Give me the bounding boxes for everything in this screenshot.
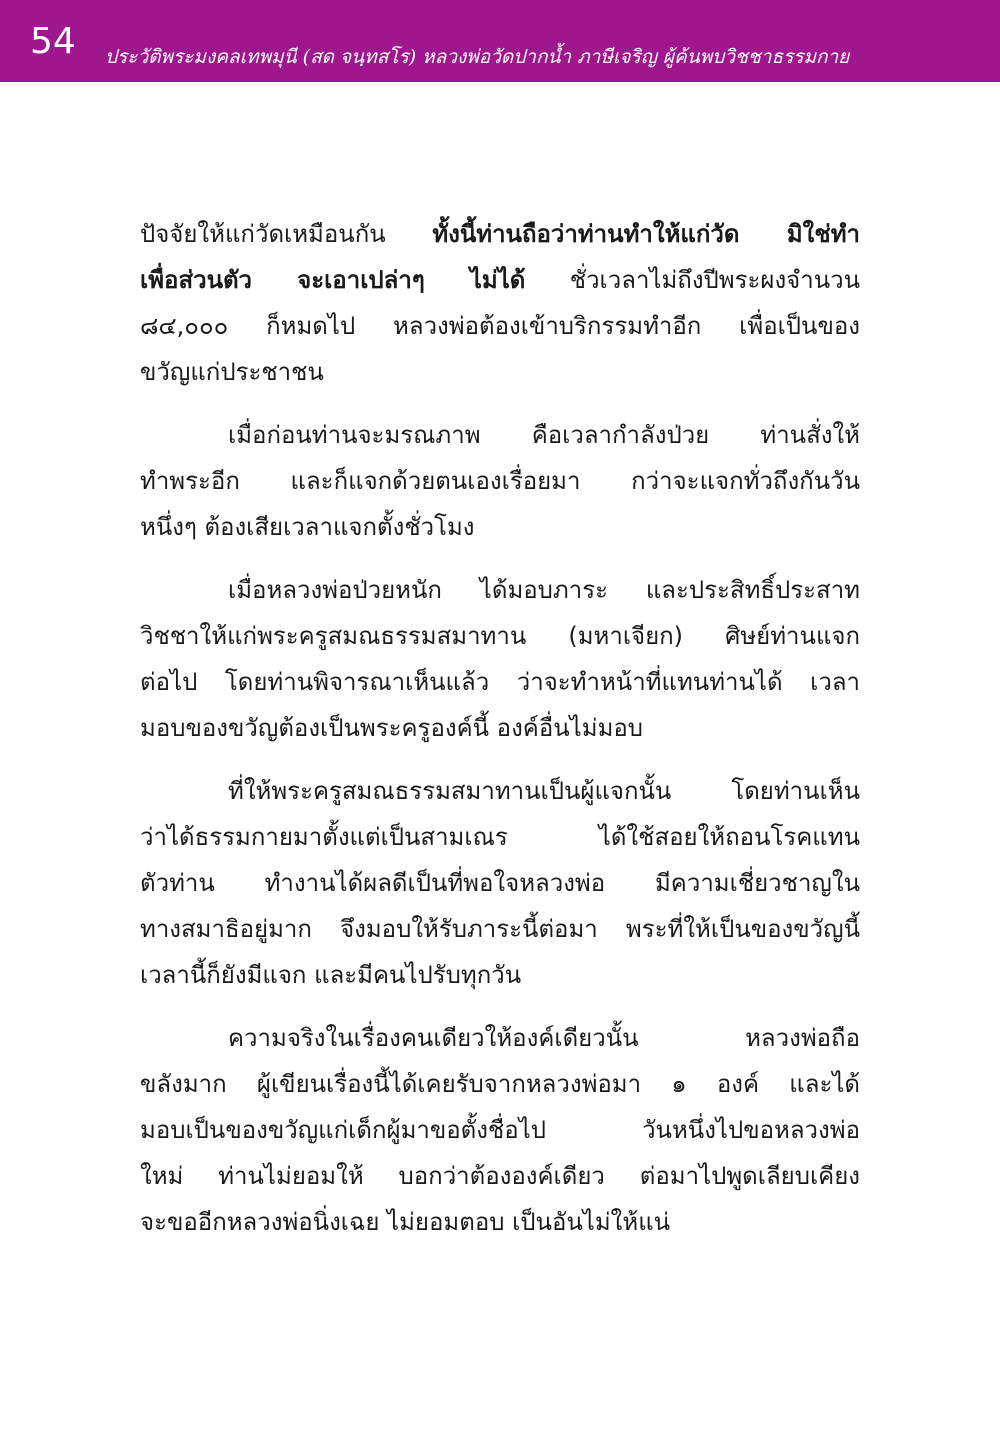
paragraph [140,768,860,998]
text-segment: จะขออีกหลวงพ่อนิ่งเฉย ไม่ยอมตอบ เป็นอันไม่ให้แน่ [140,1208,671,1236]
text-segment: ขลังมาก ผู้เขียนเรื่องนี้ได้เคยรับจากหลวงพ่อมา ๑ องค์ และได้ [140,1070,860,1098]
text-line [140,906,860,952]
text-line [140,613,860,659]
text-line [140,412,860,458]
text-line [140,303,860,349]
text-line [140,504,860,550]
text-segment: ตัวท่าน ทำงานได้ผลดีเป็นที่พอใจหลวงพ่อ มีความเชี่ยวชาญใน [140,869,860,897]
text-line [140,567,860,613]
text-line [140,257,860,303]
text-segment: ทางสมาธิอยู่มาก จึงมอบให้รับภาระนี้ต่อมา พระที่ให้เป็นของขวัญนี้ [140,915,860,943]
text-segment: ความจริงในเรื่องคนเดียวให้องค์เดียวนั้น หลวงพ่อถือ [228,1024,860,1052]
text-segment: เมื่อหลวงพ่อป่วยหนัก ได้มอบภาระ และประสิทธิ์ประสาท [228,576,860,604]
text-segment: ขวัญแก่ประชาชน [140,358,324,386]
bold-text: ทั้งนี้ท่านถือว่าท่านทำให้แก่วัด มิใช่ทำ [432,220,860,248]
bold-text: เพื่อส่วนตัว จะเอาเปล่าๆ ไม่ได้ [140,266,526,294]
page-number: 54 [30,21,76,62]
text-segment: เมื่อก่อนท่านจะมรณภาพ คือเวลากำลังป่วย ท่านสั่งให้ [228,421,860,449]
text-segment: หนึ่งๆ ต้องเสียเวลาแจกตั้งชั่วโมง [140,513,475,541]
text-segment: ต่อไป โดยท่านพิจารณาเห็นแล้ว ว่าจะทำหน้าที่แทนท่านได้ เวลา [140,668,860,696]
text-line [140,1107,860,1153]
paragraph [140,567,860,751]
running-title: ประวัติพระมงคลเทพมุนี (สด จนฺทสโร) หลวงพ่อวัดปากน้ำ ภาษีเจริญ ผู้ค้นพบวิชชาธรรมกาย [105,46,850,68]
text-line [140,952,860,998]
text-line [140,1153,860,1199]
text-segment: ใหม่ ท่านไม่ยอมให้ บอกว่าต้ององค์เดียว ต่อมาไปพูดเลียบเคียง [140,1162,860,1190]
text-line [140,349,860,395]
text-segment: ทำพระอีก และก็แจกด้วยตนเองเรื่อยมา กว่าจะแจกทั่วถึงกันวัน [140,467,860,495]
text-segment: ชั่วเวลาไม่ถึงปีพระผงจำนวน [525,266,860,294]
text-segment: เวลานี้ก็ยังมีแจก และมีคนไปรับทุกวัน [140,961,522,989]
text-line [140,1015,860,1061]
text-line [140,458,860,504]
body-text [140,211,860,1245]
text-line [140,768,860,814]
text-line [140,1061,860,1107]
text-line [140,860,860,906]
text-segment: มอบเป็นของขวัญแก่เด็กผู้มาขอตั้งชื่อไป วันหนึ่งไปขอหลวงพ่อ [140,1116,860,1144]
text-line [140,814,860,860]
text-line [140,211,860,257]
text-line [140,705,860,751]
text-segment: มอบของขวัญต้องเป็นพระครูองค์นี้ องค์อื่นไม่มอบ [140,714,644,742]
paragraph [140,1015,860,1245]
paragraph [140,412,860,550]
text-segment: ๘๔,๐๐๐ ก็หมดไป หลวงพ่อต้องเข้าบริกรรมทำอีก เพื่อเป็นของ [140,312,860,340]
header-bar [0,0,1000,82]
text-segment: ว่าได้ธรรมกายมาตั้งแต่เป็นสามเณร ได้ใช้สอยให้ถอนโรคแทน [140,823,860,851]
paragraph [140,211,860,395]
text-segment: ที่ให้พระครูสมณธรรมสมาทานเป็นผู้แจกนั้น โดยท่านเห็น [228,777,860,805]
text-segment: วิชชาให้แก่พระครูสมณธรรมสมาทาน (มหาเจียก) ศิษย์ท่านแจก [140,622,860,650]
text-segment: ปัจจัยให้แก่วัดเหมือนกัน [140,220,433,248]
text-line [140,1199,860,1245]
text-line [140,659,860,705]
